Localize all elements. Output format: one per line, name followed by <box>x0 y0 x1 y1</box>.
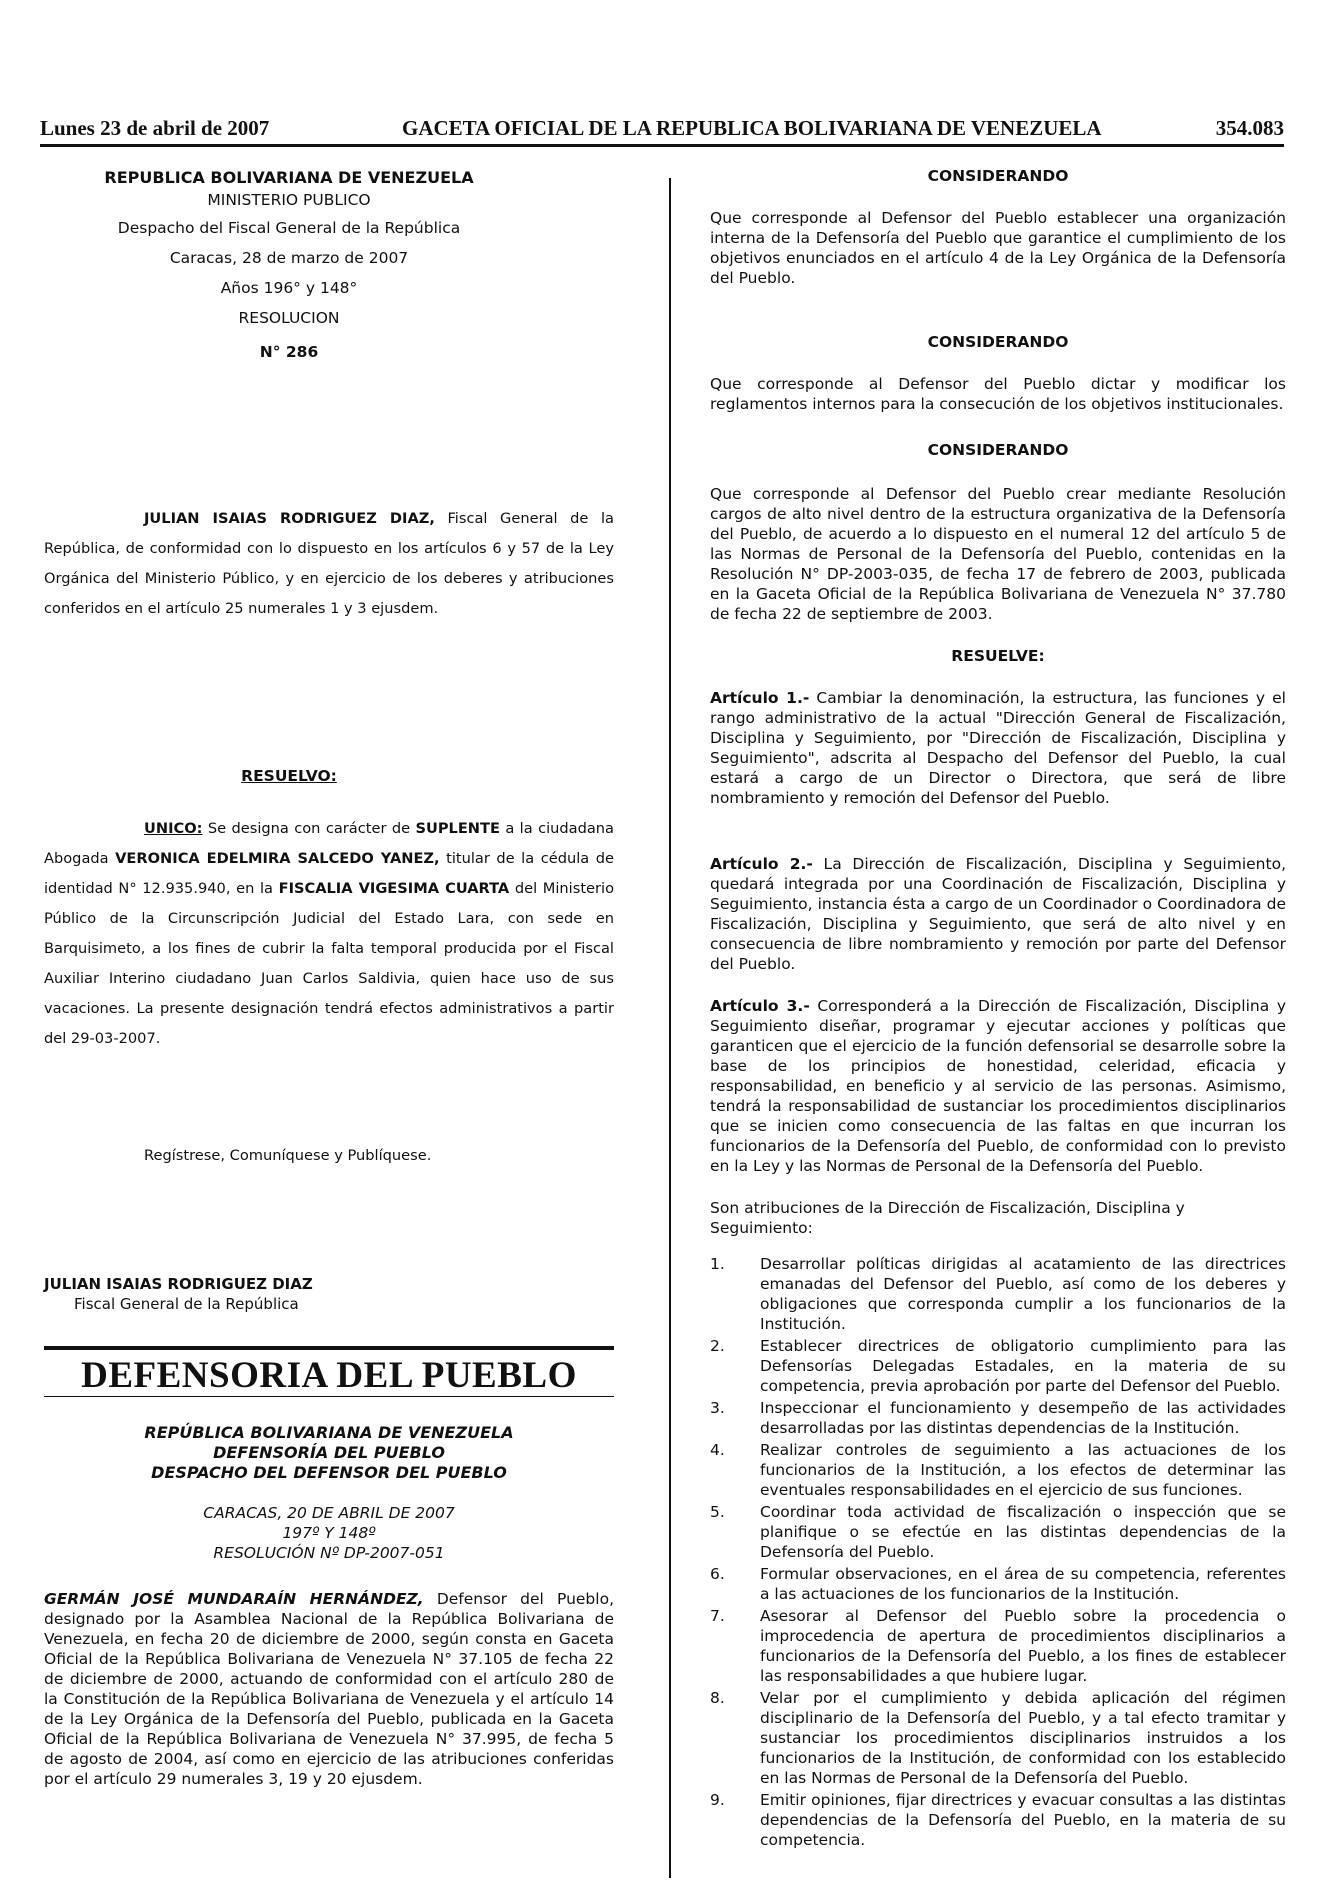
dp-defensoria: DEFENSORÍA DEL PUEBLO <box>213 1443 445 1462</box>
articulo-3-label: Artículo 3.- <box>710 997 810 1015</box>
mp-republic: REPUBLICA BOLIVARIANA DE VENEZUELA <box>104 168 474 187</box>
list-item-number: 4. <box>710 1441 725 1459</box>
mp-unico-label: UNICO: <box>144 820 203 837</box>
list-item-number: 7. <box>710 1607 725 1625</box>
list-item-text: Inspeccionar el funcionamiento y desempeño de las actividades desarrolladas por las distintas dependencias de la Institución. <box>760 1399 1286 1437</box>
mp-unico-text-4: del Ministerio Público de la Circunscripción Judicial del Estado Lara, con sede en Barquisimeto, a los fines de cubrir la falta temporal producida por el Fiscal Auxiliar Interino ciudadano Juan Carlos Saldivia, quien hace uso de sus vacaciones. La presente designación tendrá efectos administrativos a partir del 29-03-2007. <box>44 880 615 1047</box>
list-item-text: Realizar controles de seguimiento a las actuaciones de los funcionarios de la Institución, a los efectos de determinar las eventuales responsabilidades en el ejercicio de sus funciones. <box>760 1441 1286 1499</box>
mp-intro-paragraph <box>44 504 614 624</box>
articulo-1-label: Artículo 1.- <box>710 689 810 707</box>
list-item <box>710 1790 1286 1850</box>
considerando-2-heading: CONSIDERANDO <box>927 333 1069 351</box>
atribuciones-intro: Son atribuciones de la Dirección de Fiscalización, Disciplina y Seguimiento: <box>710 1199 1185 1237</box>
mp-unico-bold-1: SUPLENTE <box>415 820 500 837</box>
considerando-1-heading: CONSIDERANDO <box>927 167 1069 185</box>
considerando-3-heading: CONSIDERANDO <box>927 441 1069 459</box>
mp-signature <box>44 1274 614 1314</box>
list-item-number: 8. <box>710 1689 725 1707</box>
dp-despacho: DESPACHO DEL DEFENSOR DEL PUEBLO <box>151 1463 507 1482</box>
considerando-2-text: Que corresponde al Defensor del Pueblo dictar y modificar los reglamentos internos para la consecución de los objetivos institucionales. <box>710 375 1286 413</box>
mp-resuelvo: RESUELVO: <box>241 767 337 785</box>
list-item-number: 1. <box>710 1255 725 1273</box>
right-column <box>710 166 1286 1852</box>
mp-signature-name: JULIAN ISAIAS RODRIGUEZ DIAZ <box>44 1275 313 1293</box>
mp-intro-text: Fiscal General de la República, de conformidad con lo dispuesto en los artículos 6 y 57 de la Ley Orgánica del Ministerio Público, y en ejercicio de los deberes y atribuciones conferidos en el artículo 25 numerales 1 y 3 ejusdem. <box>44 510 614 617</box>
mp-ministry: MINISTERIO PUBLICO <box>207 191 371 209</box>
mp-years: Años 196° y 148° <box>220 279 358 297</box>
list-item-number: 2. <box>710 1337 725 1355</box>
articulo-1-text: Cambiar la denominación, la estructura, las funciones y el rango administrativo de la actual "Dirección General de Fiscalización, Disciplina y Seguimiento, por "Dirección de Fiscalización, Disciplina y Seguimiento", adscrita al Despacho del Defensor del Pueblo, la cual estará a cargo de un Director o Directora, que será de libre nombramiento y remoción del Defensor del Pueblo. <box>710 689 1286 807</box>
list-item <box>710 1502 1286 1562</box>
mp-signature-title: Fiscal General de la República <box>74 1295 299 1313</box>
header-page-number: 354.083 <box>1215 116 1284 140</box>
mp-registrese: Regístrese, Comuníquese y Publíquese. <box>144 1147 432 1164</box>
list-item <box>710 1254 1286 1334</box>
mp-unico-text-1: Se designa con carácter de <box>202 820 416 837</box>
mp-unico-text-2: a la ciudadana Abogada <box>44 820 614 867</box>
header-rule <box>40 144 1284 147</box>
dp-intro-name: GERMÁN JOSÉ MUNDARAÍN HERNÁNDEZ, <box>44 1590 424 1608</box>
atribuciones-list <box>710 1254 1286 1850</box>
articulo-3 <box>710 996 1286 1176</box>
list-item-text: Velar por el cumplimiento y debida aplicación del régimen disciplinario de la Defensoría del Pueblo, y a tal efecto tramitar y sustanciar los procedimientos disciplinarios instruidos a los funcionarios de la Institución, de conformidad con los establecido en las Normas de Personal de la Defensoría del Pueblo. <box>760 1689 1286 1787</box>
left-column <box>44 168 614 1789</box>
list-item <box>710 1336 1286 1396</box>
list-item-number: 3. <box>710 1399 725 1417</box>
list-item <box>710 1564 1286 1604</box>
list-item-text: Establecer directrices de obligatorio cumplimiento para las Defensorías Delegadas Estadales, en la materia de su competencia, previa aprobación por parte del Defensor del Pueblo. <box>760 1337 1286 1395</box>
header-date: Lunes 23 de abril de 2007 <box>40 116 270 140</box>
section-rule-bottom <box>44 1396 614 1397</box>
dp-place-date: CARACAS, 20 DE ABRIL DE 2007 <box>203 1504 455 1522</box>
list-item-text: Coordinar toda actividad de fiscalización o inspección que se planifique o se efectúe en las distintas dependencias de la Defensoría del Pueblo. <box>760 1503 1286 1561</box>
articulo-1 <box>710 688 1286 808</box>
mp-intro-name: JULIAN ISAIAS RODRIGUEZ DIAZ, <box>144 510 435 527</box>
list-item-number: 9. <box>710 1791 725 1809</box>
section-rule-top <box>44 1346 614 1350</box>
articulo-2 <box>710 854 1286 974</box>
articulo-2-text: La Dirección de Fiscalización, Disciplina y Seguimiento, quedará integrada por una Coordinación de Fiscalización, Disciplina y Seguimiento, instancia ésta a cargo de un Coordinador o Coordinadora de Fiscalización, Disciplina y Seguimiento, que será de alto nivel y en consecuencia de libre nombramiento y remoción por parte del Defensor del Pueblo. <box>710 855 1286 973</box>
mp-unico-bold-2: VERONICA EDELMIRA SALCEDO YANEZ, <box>115 850 440 867</box>
mp-place-date: Caracas, 28 de marzo de 2007 <box>169 249 409 267</box>
mp-resolution-number: N° 286 <box>259 343 319 361</box>
mp-unico-paragraph <box>44 814 614 1054</box>
list-item <box>710 1606 1286 1686</box>
considerando-1-text: Que corresponde al Defensor del Pueblo establecer una organización interna de la Defensoría del Pueblo que garantice el cumplimiento de los objetivos enunciados en el artículo 4 de la Ley Orgánica de la Defensoría del Pueblo. <box>710 209 1286 287</box>
list-item <box>710 1440 1286 1500</box>
articulo-2-label: Artículo 2.- <box>710 855 813 873</box>
articulo-3-text: Corresponderá a la Dirección de Fiscalización, Disciplina y Seguimiento diseñar, programar y ejecutar acciones y políticas que garanticen que el ejercicio de la función defensorial se desarrolle sobre la base de los principios de honestidad, celeridad, eficacia y responsabilidad, en beneficio y al servicio de las personas. Asimismo, tendrá la responsabilidad de sustanciar los procedimientos disciplinarios que se inicien como consecuencia de las faltas en que incurran los funcionarios de la Defensoría del Pueblo, de conformidad con lo previsto en la Ley y las Normas de Personal de la Defensoría del Pueblo. <box>710 997 1286 1175</box>
resuelve-heading: RESUELVE: <box>951 647 1045 665</box>
column-divider <box>669 178 671 1878</box>
list-item-text: Formular observaciones, en el área de su competencia, referentes a las actuaciones de los funcionarios de la Institución. <box>760 1565 1286 1603</box>
list-item-text: Asesorar al Defensor del Pueblo sobre la procedencia o improcedencia de apertura de procedimientos disciplinarios a funcionarios de la Defensoría del Pueblo, a los fines de establecer las responsabilidades a que hubiere lugar. <box>760 1607 1286 1685</box>
mp-unico-text-3: titular de la cédula de identidad N° 12.935.940, en la <box>44 850 615 897</box>
list-item-number: 5. <box>710 1503 725 1521</box>
dp-resolution: RESOLUCIÓN Nº DP-2007-051 <box>213 1544 445 1562</box>
list-item-text: Desarrollar políticas dirigidas al acatamiento de las directrices emanadas del Defensor del Pueblo, así como de los deberes y obligaciones que corresponda cumplir a los funcionarios de la Institución. <box>760 1255 1286 1333</box>
mp-office: Despacho del Fiscal General de la República <box>117 219 461 237</box>
dp-republic: REPÚBLICA BOLIVARIANA DE VENEZUELA <box>144 1423 514 1442</box>
mp-unico-bold-3: FISCALIA VIGESIMA CUARTA <box>278 880 510 897</box>
mp-resolution-label: RESOLUCION <box>238 309 340 327</box>
list-item <box>710 1688 1286 1788</box>
mp-heading <box>44 168 534 362</box>
dp-intro-text: Defensor del Pueblo, designado por la Asamblea Nacional de la República Bolivariana de Venezuela, en fecha 20 de diciembre de 2000, según consta en Gaceta Oficial de la República Bolivariana de Venezuela N° 37.105 de fecha 22 de diciembre de 2000, actuando de conformidad con el artículo 280 de la Constitución de la República Bolivariana de Venezuela y el artículo 14 de la Ley Orgánica de la Defensoría del Pueblo, publicada en la Gaceta Oficial de la República Bolivariana de Venezuela N° 37.995, de fecha 5 de agosto de 2004, así como en ejercicio de las atribuciones conferidas por el artículo 29 numerales 3, 19 y 20 ejusdem. <box>44 1590 614 1788</box>
page-header <box>40 112 1284 142</box>
dp-section-title: DEFENSORIA DEL PUEBLO <box>81 1355 577 1396</box>
header-publication: GACETA OFICIAL DE LA REPUBLICA BOLIVARIANA DE VENEZUELA <box>402 116 1102 140</box>
considerando-3-text: Que corresponde al Defensor del Pueblo crear mediante Resolución cargos de alto nivel dentro de la estructura organizativa de la Defensoría del Pueblo, de acuerdo a lo dispuesto en el numeral 12 del artículo 5 de las Normas de Personal de la Defensoría del Pueblo, contenidas en la Resolución N° DP-2003-035, de fecha 17 de febrero de 2003, publicada en la Gaceta Oficial de la República Bolivariana de Venezuela N° 37.780 de fecha 22 de septiembre de 2003. <box>710 485 1286 623</box>
dp-intro-paragraph <box>44 1589 614 1789</box>
list-item-text: Emitir opiniones, fijar directrices y evacuar consultas a las distintas dependencias de la Defensoría del Pueblo, en la materia de su competencia. <box>760 1791 1286 1849</box>
list-item-number: 6. <box>710 1565 725 1583</box>
dp-years: 197º Y 148º <box>282 1524 376 1542</box>
list-item <box>710 1398 1286 1438</box>
